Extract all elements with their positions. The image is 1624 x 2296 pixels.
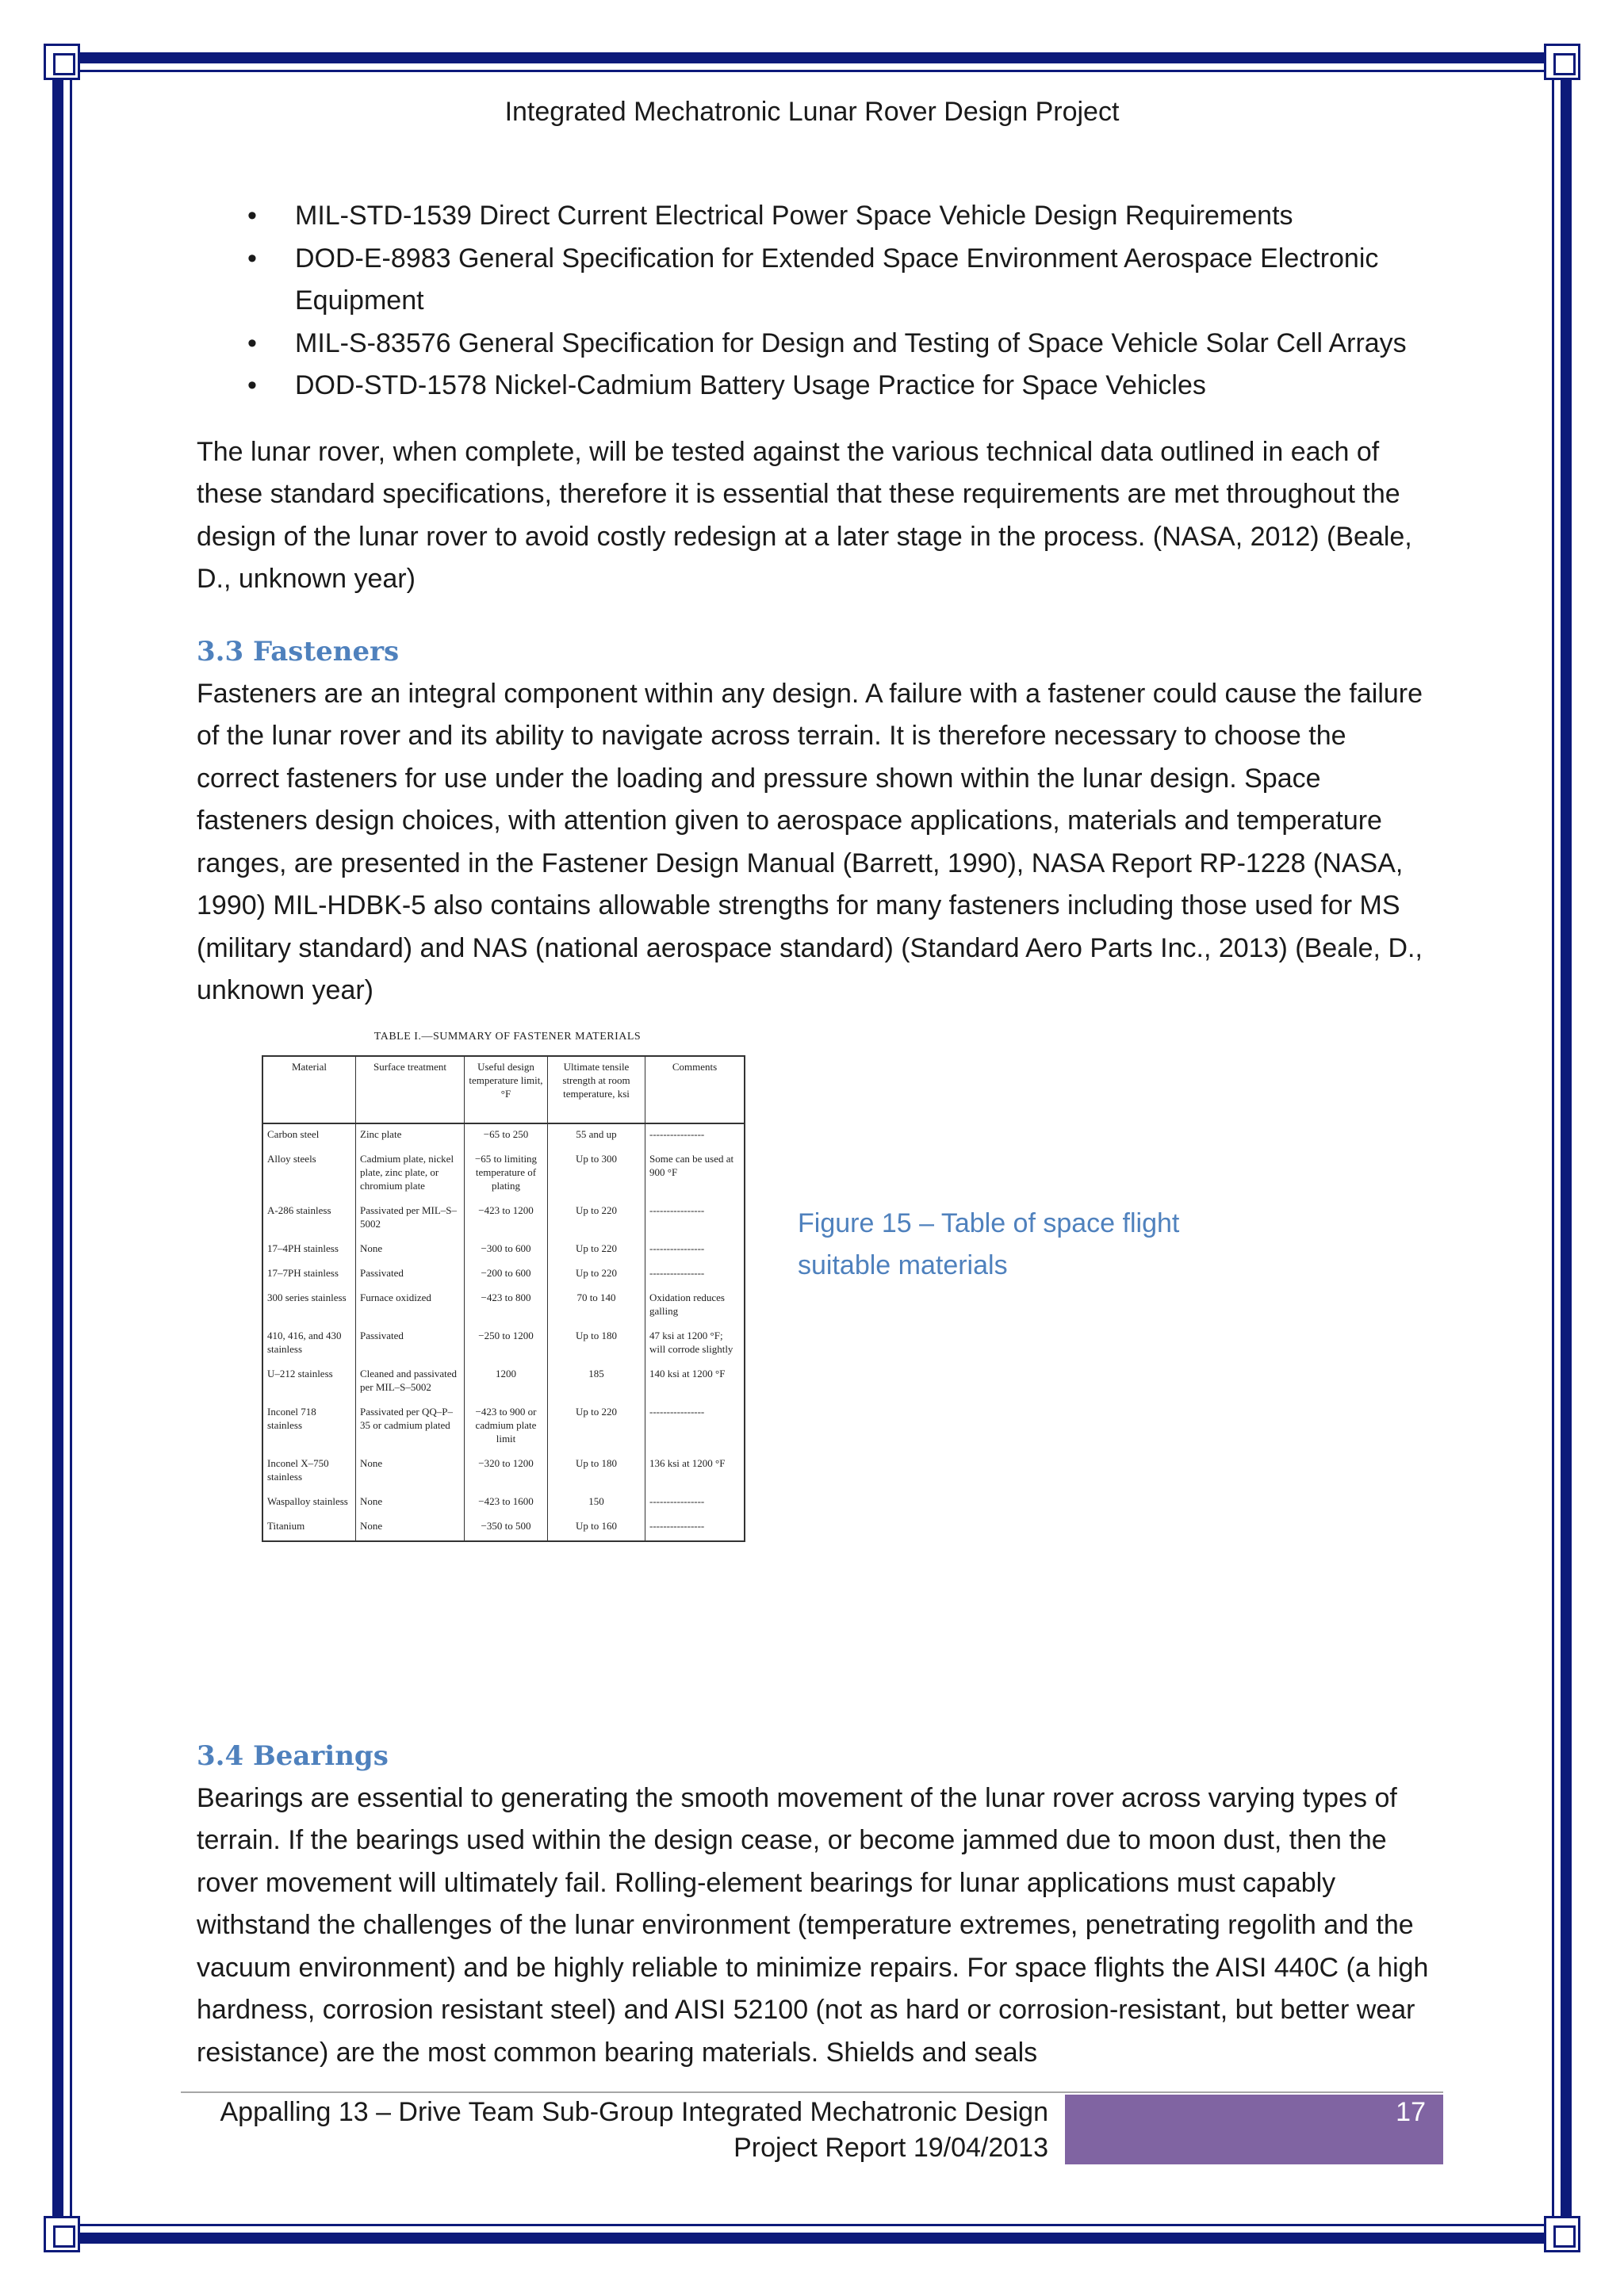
table-row <box>262 1491 745 1516</box>
column-header: Ultimate tensile strength at room temperature, ksi <box>548 1056 645 1123</box>
corner-ornament-top-right <box>1544 44 1580 80</box>
table-cell: −350 to 500 <box>465 1516 548 1541</box>
fastener-materials-table <box>262 1055 745 1542</box>
table-cell: Inconel X–750 stainless <box>262 1453 356 1491</box>
table-row <box>262 1516 745 1541</box>
table-cell: Up to 160 <box>548 1516 645 1541</box>
table-row <box>262 1402 745 1453</box>
table-cell: Up to 220 <box>548 1263 645 1288</box>
table-cell: Cleaned and passivated per MIL–S–5002 <box>356 1364 465 1402</box>
table-cell: ---------------- <box>645 1123 745 1149</box>
footer-text <box>197 2095 1048 2166</box>
table-cell: Zinc plate <box>356 1123 465 1149</box>
table-cell: 55 and up <box>548 1123 645 1149</box>
column-header: Material <box>262 1056 356 1123</box>
table-cell: Passivated per QQ–P–35 or cadmium plated <box>356 1402 465 1453</box>
table-cell: Up to 220 <box>548 1200 645 1238</box>
table-cell: Waspalloy stainless <box>262 1491 356 1516</box>
table-cell: Up to 300 <box>548 1149 645 1200</box>
table-cell: 17–4PH stainless <box>262 1238 356 1263</box>
footer-page-box <box>1065 2095 1443 2164</box>
table-cell: −65 to limiting temperature of plating <box>465 1149 548 1200</box>
column-header: Surface treatment <box>356 1056 465 1123</box>
table-cell: A-286 stainless <box>262 1200 356 1238</box>
table-cell: ---------------- <box>645 1402 745 1453</box>
table-row <box>262 1263 745 1288</box>
table-cell: −300 to 600 <box>465 1238 548 1263</box>
list-item: • MIL-S-83576 General Specification for Design and Testing of Space Vehicle Solar Cell Arrays <box>295 323 1434 365</box>
table-cell: Oxidation reduces galling <box>645 1288 745 1326</box>
table-cell: 1200 <box>465 1364 548 1402</box>
fasteners-paragraph: Fasteners are an integral component within any design. A failure with a fastener could cause the failure of the lunar rover and its ability to navigate across terrain. It is therefore necessary to choose the correct fasteners for use under the loading and pressure shown within the lunar design. Space fasteners design choices, with attention given to aerospace applications, materials and temperature ranges, are presented in the Fastener Design Manual (Barrett, 1990), NASA Report RP-1228 (NASA, 1990) MIL-HDBK-5 also contains allowable strengths for many fasteners including those used for MS (military standard) and NAS (national aerospace standard) (Standard Aero Parts Inc., 2013) (Beale, D., unknown year) <box>197 678 1423 1005</box>
table-cell: None <box>356 1516 465 1541</box>
table-cell: 185 <box>548 1364 645 1402</box>
table-row <box>262 1326 745 1364</box>
list-item: • MIL-STD-1539 Direct Current Electrical Power Space Vehicle Design Requirements <box>295 195 1434 238</box>
standards-paragraph: The lunar rover, when complete, will be tested against the various technical data outlined in each of these standard specifications, therefore it is essential that these requirements are met throughout the design of the lunar rover to avoid costly redesign at a later stage in the process. (NASA, 2012) (Beale, D., unknown year) <box>197 436 1412 594</box>
table-row <box>262 1364 745 1402</box>
table-cell: Passivated <box>356 1326 465 1364</box>
section-heading-bearings: 3.4 Bearings <box>197 1739 389 1772</box>
table-cell: Passivated <box>356 1263 465 1288</box>
fastener-materials-figure <box>262 1030 745 1542</box>
table-cell: Furnace oxidized <box>356 1288 465 1326</box>
footer-line-2: Project Report 19/04/2013 <box>733 2133 1048 2163</box>
table-cell: 150 <box>548 1491 645 1516</box>
figure-caption: Figure 15 – Table of space flight suitable materials <box>798 1207 1180 1280</box>
table-cell: 410, 416, and 430 stainless <box>262 1326 356 1364</box>
corner-ornament-bottom-right <box>1544 2216 1580 2252</box>
table-cell: 47 ksi at 1200 °F; will corrode slightly <box>645 1326 745 1364</box>
list-item: • DOD-STD-1578 Nickel-Cadmium Battery Usage Practice for Space Vehicles <box>295 365 1434 408</box>
table-cell: ---------------- <box>645 1238 745 1263</box>
table-cell: None <box>356 1453 465 1491</box>
table-cell: Titanium <box>262 1516 356 1541</box>
table-cell: 17–7PH stainless <box>262 1263 356 1288</box>
table-row <box>262 1288 745 1326</box>
table-cell: −65 to 250 <box>465 1123 548 1149</box>
corner-ornament-bottom-left <box>44 2216 80 2252</box>
table-cell: Passivated per MIL–S–5002 <box>356 1200 465 1238</box>
table-cell: −250 to 1200 <box>465 1326 548 1364</box>
section-heading-fasteners: 3.3 Fasteners <box>197 635 400 668</box>
table-cell: Up to 220 <box>548 1402 645 1453</box>
column-header: Comments <box>645 1056 745 1123</box>
table-cell: None <box>356 1491 465 1516</box>
page-number: 17 <box>1396 2097 1426 2127</box>
table-cell: 70 to 140 <box>548 1288 645 1326</box>
table-cell: Up to 180 <box>548 1326 645 1364</box>
bearings-paragraph: Bearings are essential to generating the smooth movement of the lunar rover across varying types of terrain. If the bearings used within the design cease, or become jammed due to moon dust, then the rover movement will ultimately fail. Rolling-element bearings for lunar applications must capably withstand the challenges of the lunar environment (temperature extremes, penetrating regolith and the vacuum environment) and be highly reliable to minimize repairs. For space flights the AISI 440C (a high hardness, corrosion resistant steel) and AISI 52100 (not as hard or corrosion-resistant, but better wear resistance) are the most common bearing materials. Shields and seals <box>197 1782 1429 2068</box>
table-row <box>262 1123 745 1149</box>
table-header-row <box>262 1056 745 1123</box>
table-cell: Cadmium plate, nickel plate, zinc plate, or chromium plate <box>356 1149 465 1200</box>
standards-list <box>197 195 1434 408</box>
table-cell: ---------------- <box>645 1491 745 1516</box>
table-title: TABLE I.—SUMMARY OF FASTENER MATERIALS <box>373 1030 642 1043</box>
table-cell: 136 ksi at 1200 °F <box>645 1453 745 1491</box>
table-cell: 300 series stainless <box>262 1288 356 1326</box>
table-cell: Alloy steels <box>262 1149 356 1200</box>
table-row <box>262 1149 745 1200</box>
table-cell: Carbon steel <box>262 1123 356 1149</box>
table-cell: −423 to 900 or cadmium plate limit <box>465 1402 548 1453</box>
table-row <box>262 1200 745 1238</box>
table-body <box>262 1123 745 1541</box>
table-cell: ---------------- <box>645 1516 745 1541</box>
running-header: Integrated Mechatronic Lunar Rover Design Project <box>504 97 1120 127</box>
table-cell: ---------------- <box>645 1263 745 1288</box>
figure-15 <box>197 1030 1434 1735</box>
table-row <box>262 1238 745 1263</box>
table-cell: Inconel 718 stainless <box>262 1402 356 1453</box>
table-cell: −200 to 600 <box>465 1263 548 1288</box>
table-cell: 140 ksi at 1200 °F <box>645 1364 745 1402</box>
table-cell: −423 to 1200 <box>465 1200 548 1238</box>
corner-ornament-top-left <box>44 44 80 80</box>
table-cell: Up to 220 <box>548 1238 645 1263</box>
table-cell: Some can be used at 900 °F <box>645 1149 745 1200</box>
table-cell: Up to 180 <box>548 1453 645 1491</box>
table-cell: ---------------- <box>645 1200 745 1238</box>
table-cell: −320 to 1200 <box>465 1453 548 1491</box>
column-header: Useful design temperature limit, °F <box>465 1056 548 1123</box>
list-item: • DOD-E-8983 General Specification for Extended Space Environment Aerospace Electronic Equipment <box>295 238 1434 323</box>
table-cell: U–212 stainless <box>262 1364 356 1402</box>
table-cell: −423 to 800 <box>465 1288 548 1326</box>
table-cell: None <box>356 1238 465 1263</box>
footer-line-1: Appalling 13 – Drive Team Sub-Group Integrated Mechatronic Design <box>220 2097 1048 2127</box>
table-cell: −423 to 1600 <box>465 1491 548 1516</box>
table-row <box>262 1453 745 1491</box>
footer-rule <box>181 2091 1443 2093</box>
page-content <box>197 195 1434 2074</box>
